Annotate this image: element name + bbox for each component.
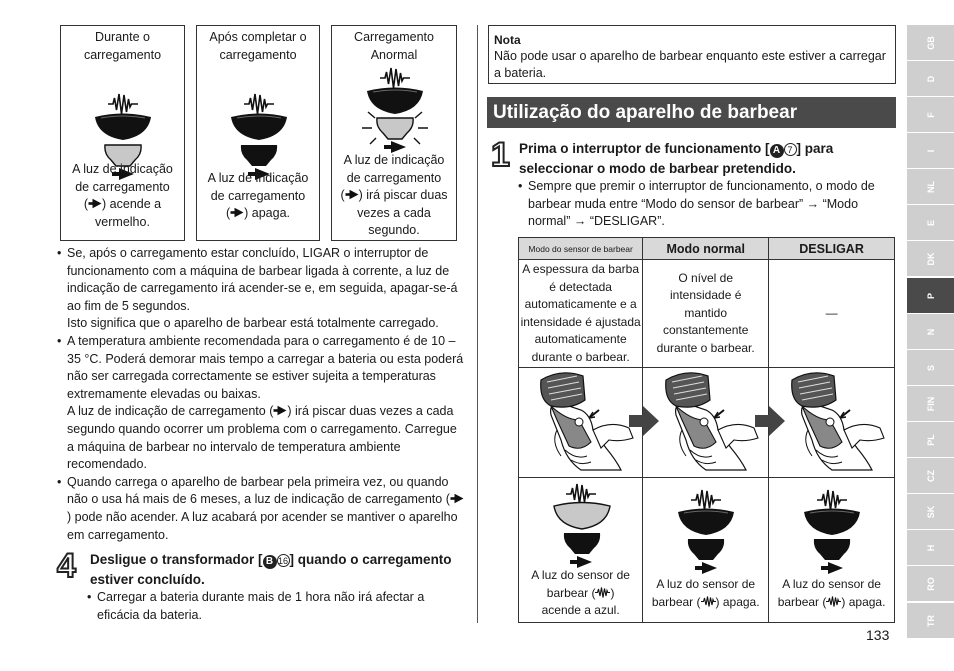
note-title: Nota [494,33,521,47]
bullet-text-post: ) pode não acender. A luz acabará por acender se mantiver o aparelho em carregamento. [67,509,458,542]
language-tab-label: D [925,75,936,82]
section-title [487,97,896,128]
language-tab-h[interactable] [907,530,954,565]
step-title-post: ] para seleccionar o modo de barbear pretendido. [519,141,834,176]
box-title: Após completar o carregamento [209,30,307,62]
sensor-wave-icon [595,587,610,598]
bullet-extra-post: ) irá piscar duas vezes a cada segundo quando ocorrer um problema com o carregamento. Carregue a máquina de barbear no intervalo de temperatura ambiente recomendado. [67,404,457,472]
cell-text [643,576,768,611]
sensor-wave-icon [826,596,841,607]
step-1 [487,136,897,229]
box-title: Durante o carregamento [83,30,162,62]
table-row [519,260,895,368]
language-tab-p[interactable] [907,278,954,313]
table-row [519,478,895,623]
cell-text-pre: A luz do sensor de barbear ( [651,577,756,609]
shaver-hand-illustration [646,370,766,475]
part-number-badge: 16 [278,556,289,566]
table-cell: A espessura da barba é detectada automaticamente e a intensidade é ajustada automaticamente durante o barbear. [519,260,643,368]
charge-icon [230,207,244,218]
language-tab-dk[interactable] [907,241,954,276]
bullet-extra: Isto significa que o aparelho de barbear está totalmente carregado. [67,316,439,331]
box-description [197,170,319,223]
column-header: Modo do sensor de barbear [519,238,643,260]
shaving-modes-table [518,237,895,623]
shaver-head-icon [93,112,153,142]
list-item [87,589,467,624]
step-4 [57,547,467,622]
step-number: 1 [491,136,510,174]
cell-text-post: ) acende a azul. [541,585,620,617]
language-tab-label: H [925,544,936,551]
part-number-badge: 7 [784,143,797,156]
charge-icon [694,561,718,575]
language-tab-label: FIN [925,396,936,411]
column-divider [477,25,478,623]
page-number: 133 [866,627,890,643]
column-header: DESLIGAR [769,238,895,260]
language-tab-label: SK [925,505,936,518]
table-cell [643,478,769,623]
language-tab-label: DK [925,252,936,265]
part-letter-badge: A [770,144,784,158]
arrow-right-icon [755,406,785,436]
bullet-dot: • [87,590,92,604]
box-desc-text: A luz de indicação de carregamento ( ) acende a vermelho. [72,162,173,229]
bullet-extra [57,403,467,473]
shaver-hand-illustration [772,370,892,475]
table-cell: — [769,260,895,368]
language-tab-label: RO [925,576,936,591]
language-tab-label: PL [925,433,936,446]
table-cell [519,478,643,623]
language-tab-n[interactable] [907,314,954,349]
note-text: Não pode usar o aparelho de barbear enquanto este estiver a carregar a bateria. [494,49,886,80]
table-cell [769,368,895,478]
shaver-hand-illustration [521,370,641,475]
shaver-head-icon [802,507,862,537]
bullet-dot: • [57,333,62,348]
cell-text [519,567,642,620]
charge-icon [273,405,287,416]
box-description [332,152,456,240]
arrow-right-icon [629,406,659,436]
charge-light-off-icon [811,536,853,562]
box-desc-text: A luz de indicação de carregamento ( ) apaga. [207,171,309,220]
note-box [488,25,896,84]
charge-icon [88,198,102,209]
language-tab-label: N [925,328,936,335]
charge-light-off-icon [685,536,727,562]
language-tab-fin[interactable] [907,386,954,421]
charge-icon [345,189,359,200]
box-title: Carregamento Anormal [354,30,434,62]
shaver-head-icon [229,112,289,142]
abnormal-charging-box [331,25,457,241]
bullet-dot: • [518,179,523,193]
bullet-dot: • [57,246,62,260]
table-cell [519,368,643,478]
step-number: 4 [57,547,76,585]
language-tab-label: TR [925,614,936,627]
bullet-dot: • [57,474,62,489]
language-tab-label: S [925,364,936,371]
language-tab-pl[interactable] [907,422,954,457]
bullet-text: A temperatura ambiente recomendada para o carregamento é de 10 – 35 °C. Poderá demorar mais tempo a carregar a bateria ou esta poderá não ser carregada correctamente se estiver sujeita a temperaturas extremamente elevadas ou baixas. [67,333,464,401]
language-tab-label: GB [925,35,936,50]
list-item [57,474,467,544]
step-title-pre: Desligue o transformador [ [90,552,263,567]
language-tab-e[interactable] [907,205,954,240]
language-tab-sk[interactable] [907,494,954,529]
part-letter-badge: B [263,555,277,569]
language-tab-gb[interactable] [907,25,954,60]
charging-complete-box [196,25,320,241]
cell-text-pre: A luz do sensor de barbear ( [531,568,630,600]
step-title [519,139,894,178]
language-tab-f[interactable] [907,97,954,132]
language-tab-cz[interactable] [907,458,954,493]
language-tab-ro[interactable] [907,566,954,601]
charge-icon [450,493,464,504]
language-tab-label: I [925,149,936,152]
cell-text-pre: A luz do sensor de barbear ( [777,577,881,609]
shaver-head-light-icon [552,501,612,531]
language-tab-label: F [925,111,936,118]
list-item [57,333,467,403]
table-header-row [519,238,895,260]
table-cell [643,368,769,478]
sensor-wave-icon [701,596,716,607]
cell-text [769,576,894,611]
bullet-text: Se, após o carregamento estar concluído, LIGAR o interruptor de funcionamento com a máquina de barbear ligada à corrente, a luz de indicação de carregamento irá acender-se e, em seguida, apagar-se-á ao fim de 5 segundos. [67,246,458,313]
language-tab-tr[interactable] [907,603,954,638]
box-desc-text: A luz de indicação de carregamento ( ) irá piscar duas vezes a cada segundo. [340,153,448,237]
charging-status-box [60,25,185,241]
step-title-pre: Prima o interruptor de funcionamento [ [519,141,770,156]
language-tab-nl[interactable] [907,169,954,204]
box-description [61,161,184,231]
step-title [90,550,460,589]
language-tab-s[interactable] [907,350,954,385]
bullet-text: Sempre que premir o interruptor de funcionamento, o modo de barbear muda entre “Modo do sensor de barbear” → “Modo normal” → “DESLIGAR”. [528,179,875,229]
bullet-extra-pre: A luz de indicação de carregamento ( [67,404,274,419]
bullet-text: Carregar a bateria durante mais de 1 hora não irá afectar a eficácia da bateria. [97,590,425,622]
language-tab-i[interactable] [907,133,954,168]
bullet-text-pre: Quando carrega o aparelho de barbear pela primeira vez, ou quando não o usa há mais de 6 meses, a luz de indicação de carregamento ( [67,474,450,507]
shaver-head-icon [676,507,736,537]
cell-text-post: ) apaga. [715,594,760,609]
charging-notes [57,245,467,544]
table-cell [769,478,895,623]
table-cell: O nível de intensidade é mantido constantemente durante o barbear. [643,260,769,368]
cell-text-post: ) apaga. [841,594,886,609]
table-row [519,368,895,478]
charge-light-off-icon [561,530,603,556]
list-item [57,245,467,315]
section-title-text: Utilização do aparelho de barbear [493,102,798,123]
language-tab-label: E [925,219,936,226]
language-tab-label: CZ [925,469,936,482]
charge-icon [820,561,844,575]
list-item [518,178,898,231]
language-tab-label: NL [925,180,936,193]
step-title-post: ] quando o carregamento estiver concluído. [90,552,452,587]
language-tab-label: P [925,292,936,299]
language-tab-d[interactable] [907,61,954,96]
column-header: Modo normal [643,238,769,260]
charge-light-off-icon [238,142,280,168]
